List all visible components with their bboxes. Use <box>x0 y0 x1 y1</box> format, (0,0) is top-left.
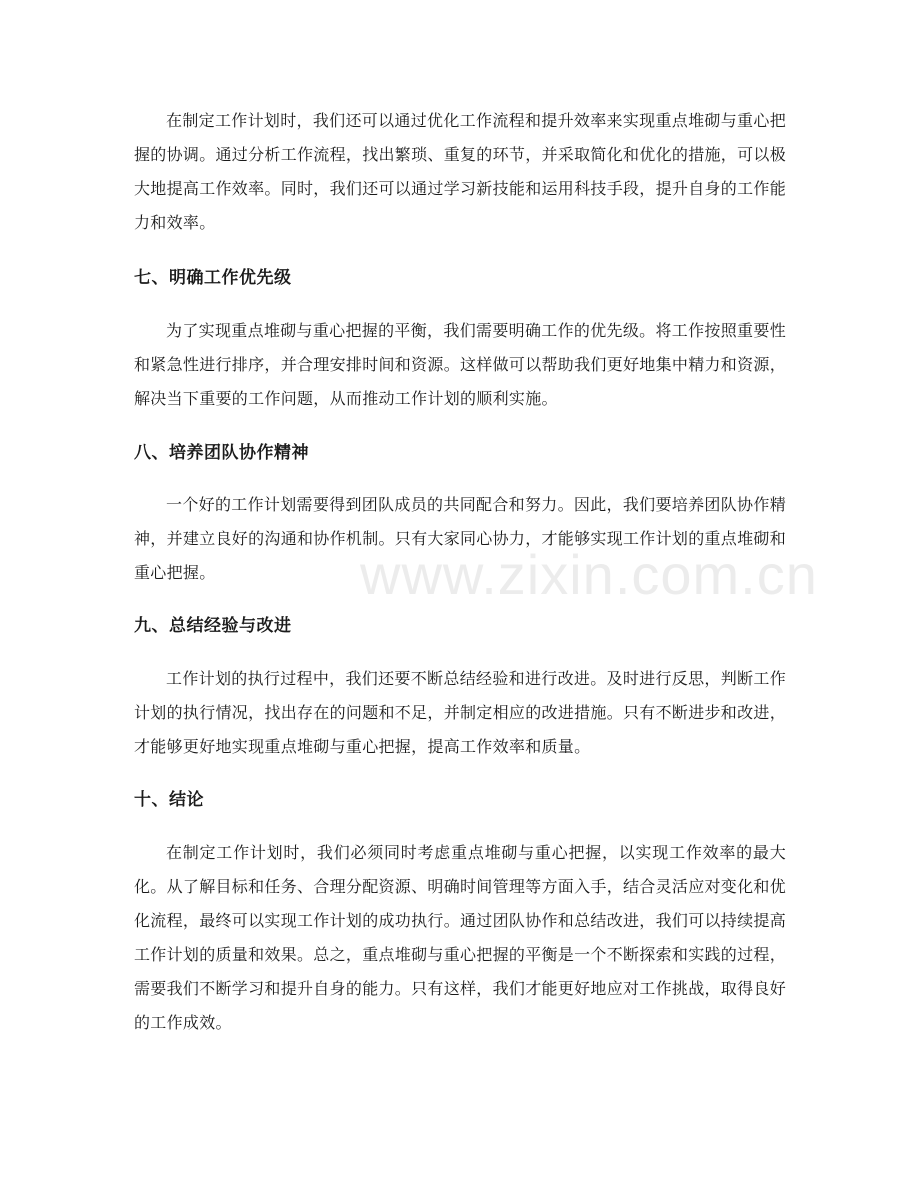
heading-section-7: 七、明确工作优先级 <box>134 268 292 288</box>
paragraph-section-8: 一个好的工作计划需要得到团队成员的共同配合和努力。因此，我们要培养团队协作精神，并建立良好的沟通和协作机制。只有大家同心协力，才能够实现工作计划的重点堆砌和重心把握。 <box>134 495 787 582</box>
paragraph-intro: 在制定工作计划时，我们还可以通过优化工作流程和提升效率来实现重点堆砌与重心把握的协调。通过分析工作流程，找出繁琐、重复的环节，并采取简化和优化的措施，可以极大地提高工作效率。同时，我们还可以通过学习新技能和运用科技手段，提升自身的工作能力和效率。 <box>134 111 787 232</box>
heading-section-10: 十、结论 <box>134 790 204 810</box>
heading-section-9: 九、总结经验与改进 <box>134 616 292 636</box>
watermark: www.zixin.com.cn <box>360 543 818 606</box>
heading-section-8: 八、培养团队协作精神 <box>134 443 309 463</box>
paragraph-section-9: 工作计划的执行过程中，我们还要不断总结经验和进行改进。及时进行反思，判断工作计划的执行情况，找出存在的问题和不足，并制定相应的改进措施。只有不断进步和改进，才能够更好地实现重点堆砌与重心把握，提高工作效率和质量。 <box>134 669 787 756</box>
paragraph-section-10: 在制定工作计划时，我们必须同时考虑重点堆砌与重心把握，以实现工作效率的最大化。从了解目标和任务、合理分配资源、明确时间管理等方面入手，结合灵活应对变化和优化流程，最终可以实现工作计划的成功执行。通过团队协作和总结改进，我们可以持续提高工作计划的质量和效果。总之，重点堆砌与重心把握的平衡是一个不断探索和实践的过程，需要我们不断学习和提升自身的能力。只有这样，我们才能更好地应对工作挑战，取得良好的工作成效。 <box>134 843 787 1032</box>
paragraph-section-7: 为了实现重点堆砌与重心把握的平衡，我们需要明确工作的优先级。将工作按照重要性和紧急性进行排序，并合理安排时间和资源。这样做可以帮助我们更好地集中精力和资源，解决当下重要的工作问题，从而推动工作计划的顺利实施。 <box>134 321 787 408</box>
